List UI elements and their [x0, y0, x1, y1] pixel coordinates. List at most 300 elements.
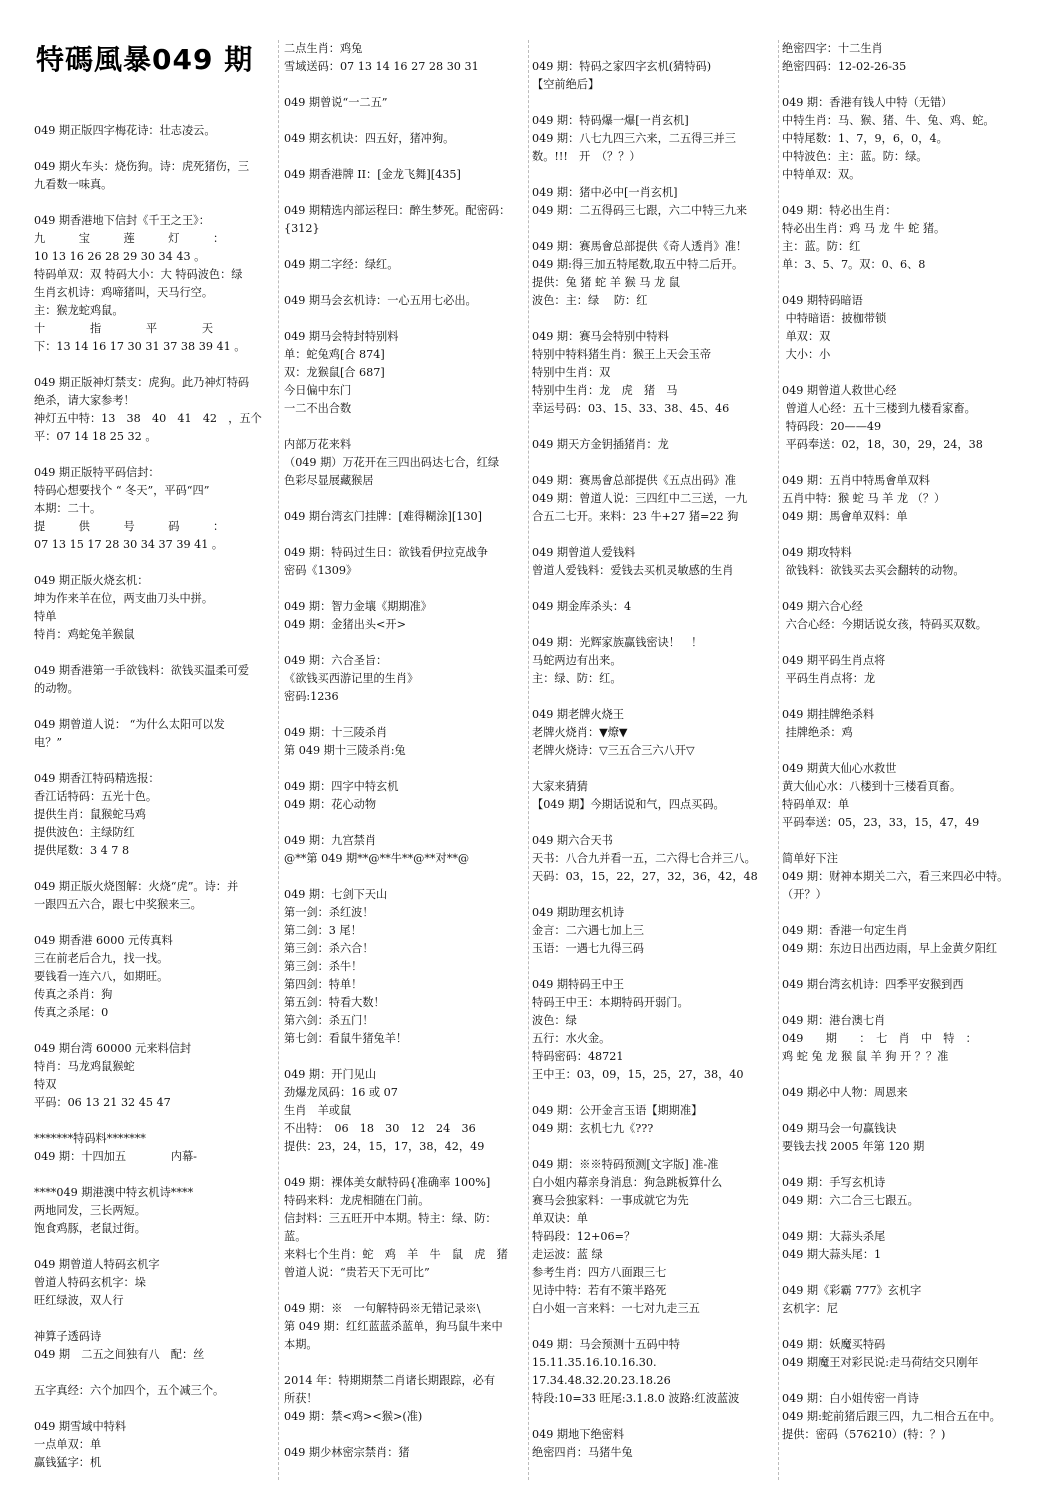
- text-line: 049 期：开门见山: [284, 1068, 377, 1081]
- text-line: 049 期：※※特码预测[文字版] 准-准: [532, 1158, 719, 1171]
- text-line: 049 期马会玄机诗：一心五用七必出。: [284, 294, 477, 307]
- text-line: 简单好下注: [782, 852, 838, 865]
- text-line: 特双: [34, 1078, 57, 1091]
- text-line: 049 期：特必出生肖：: [782, 204, 897, 217]
- text-line: 049 期：二五得码三七跟，六二中特三九来: [532, 204, 748, 217]
- text-line: 九看数一味真。: [34, 178, 113, 191]
- text-entry: [284, 166, 524, 184]
- text-entry: [532, 112, 776, 166]
- text-entry: [284, 508, 524, 526]
- text-entry: [284, 544, 524, 580]
- text-line: 六合心经：今期话说女孩，特码买双数。: [782, 618, 987, 631]
- text-entry: [34, 1040, 272, 1112]
- text-line: 九 宝 莲 灯 ：: [34, 232, 225, 245]
- text-line: 王中王：03，09，15，25，27，38，40: [532, 1068, 744, 1081]
- text-line: 合五二七开。来料：23 牛+27 猪=22 狗: [532, 510, 739, 523]
- text-line: 提供尾数：3 4 7 8: [34, 844, 130, 857]
- text-line: 特码心想要找个 “ 冬天”，平码“四”: [34, 484, 210, 497]
- text-line: 五字真经：六个加四个，五个减三个。: [34, 1384, 225, 1397]
- text-line: 黄大仙心水：八楼到十三楼看頁畜。: [782, 780, 962, 793]
- text-line: 049 期:蛇前猪后跟三四，九二相合五在中。: [782, 1410, 1001, 1423]
- text-line: 049 期正版神灯禁支：虎狗。此乃神灯特码: [34, 376, 250, 389]
- text-entry: [284, 1066, 524, 1156]
- text-line: 提供：23，24，15，17，38，42，49: [284, 1140, 485, 1153]
- text-entry: [782, 1012, 1030, 1066]
- text-line: 049 期：玄机七九《???: [532, 1122, 654, 1135]
- text-line: 特单: [34, 610, 57, 623]
- text-line: 中特尾数：1、7，9，6，0，4。: [782, 132, 948, 145]
- text-entry: [34, 1130, 272, 1166]
- text-line: 单：3、5、7。双：0、6、8: [782, 258, 926, 271]
- text-line: 曾道人说：“贵若天下无可比”: [284, 1266, 430, 1279]
- text-line: 绝密四肖：马猪牛兔: [532, 1446, 633, 1459]
- text-entry: [284, 652, 524, 706]
- column-3: [532, 0, 776, 1500]
- text-line: 生肖玄机诗：鸡啼猪叫，天马行空。: [34, 286, 214, 299]
- text-entry: [34, 1328, 272, 1364]
- text-line: 绝密四码：12-02-26-35: [782, 60, 907, 73]
- text-line: 提供：兔 猪 蛇 羊 猴 马 龙 鼠: [532, 276, 680, 289]
- text-line: 049 期：猪中必中[一肖玄机]: [532, 186, 678, 199]
- text-line: 049 期曾道人说： “为什么太阳可以发: [34, 718, 225, 731]
- text-entry: [532, 598, 776, 616]
- text-line: {312}: [284, 222, 320, 235]
- text-line: 049 期曾道人特码玄机字: [34, 1258, 160, 1271]
- text-entry: [532, 634, 776, 688]
- text-line: 见诗中特：若有不策半路死: [532, 1284, 667, 1297]
- text-line: 特肖：鸡蛇兔羊猴鼠: [34, 628, 135, 641]
- text-line: 049 期特码王中王: [532, 978, 625, 991]
- text-line: 049 期：香港有钱人中特（无错）: [782, 96, 953, 109]
- text-entry: [782, 382, 1030, 454]
- text-entry: [532, 436, 776, 454]
- text-line: 049 期:得三加五特尾数,取五中特二后开。: [532, 258, 744, 271]
- text-line: 神灯五中特：13 38 40 41 42 ，五个: [34, 412, 262, 425]
- text-line: 049 期：六二合三七跟五。: [782, 1194, 919, 1207]
- text-line: 049 期必中人物：周恩来: [782, 1086, 908, 1099]
- text-line: 玉语：一遇七九得三码: [532, 942, 644, 955]
- text-entry: [532, 238, 776, 310]
- text-entry: [284, 1444, 524, 1462]
- text-line: 特码单双：双 特码大小：大 特码波色：绿: [34, 268, 243, 281]
- text-line: 单：蛇兔鸡[合 874]: [284, 348, 385, 361]
- text-line: 049 期黄大仙心水救世: [782, 762, 897, 775]
- text-entry: [782, 1174, 1030, 1210]
- text-entry: [532, 1336, 776, 1408]
- text-line: 天书：八合九并看一五，二六得七合并三八。: [532, 852, 756, 865]
- text-entry: [782, 760, 1030, 832]
- text-line: 特别中生肖：龙 虎 猪 马: [532, 384, 678, 397]
- text-line: 一二不出合数: [284, 402, 352, 415]
- text-line: 曾道人爱钱料：爱钱去买机灵敏感的生肖: [532, 564, 734, 577]
- text-line: 049 期老牌火烧王: [532, 708, 625, 721]
- text-line: 提供：密码（576210）(特：？): [782, 1428, 946, 1441]
- text-line: （049 期）万花开在三四出码达七合，红绿: [284, 456, 500, 469]
- text-line: 主：蓝。防：红: [782, 240, 861, 253]
- text-line: 049 期：禁<鸡><猴>(准): [284, 1410, 423, 1423]
- text-line: 049 期 二五之间独有八 配：丝: [34, 1348, 205, 1361]
- text-line: 欲钱料：欲钱买去买会翻转的动物。: [782, 564, 965, 577]
- text-line: 色彩尽显展藏猴居: [284, 474, 374, 487]
- text-entry: [284, 832, 524, 868]
- text-line: 049 期：赛马会特别中特料: [532, 330, 669, 343]
- text-line: 提供波色：主绿防红: [34, 826, 135, 839]
- text-line: 049 期：馬會单双料：单: [782, 510, 908, 523]
- text-line: 049 期：曾道人说：三四红中二三送，一九: [532, 492, 748, 505]
- text-line: 049 期香江特码精选报：: [34, 772, 160, 785]
- text-line: ****049 期港澳中特玄机诗****: [34, 1186, 194, 1199]
- text-line: 曾道人心经：五十三楼到九楼看家畜。: [782, 402, 976, 415]
- text-line: 049 期正版特平码信封：: [34, 466, 160, 479]
- text-line: 劲爆龙凤码：16 或 07: [284, 1086, 398, 1099]
- text-line: 五肖中特：猴 蛇 马 羊 龙 （？）: [782, 492, 946, 505]
- text-line: 第六剑：杀五门！: [284, 1014, 374, 1027]
- text-entry: [782, 202, 1030, 274]
- text-line: 生肖 羊或鼠: [284, 1104, 352, 1117]
- text-line: 049 期：智力金壤《期期准》: [284, 600, 432, 613]
- text-line: 老牌火烧诗：▽三五合三六八开▽: [532, 744, 695, 757]
- text-entry: [34, 770, 272, 860]
- text-entry: [532, 832, 776, 886]
- text-line: 049 期：大蒜头杀尾: [782, 1230, 886, 1243]
- text-line: 要钱去找 2005 年第 120 期: [782, 1140, 925, 1153]
- text-line: 马蛇两边有出来。: [532, 654, 622, 667]
- text-line: 049 期：手写玄机诗: [782, 1176, 886, 1189]
- text-entry: [782, 40, 1030, 76]
- text-line: 049 期：十四加五 内幕-: [34, 1150, 197, 1163]
- text-line: 049 期 ： 七 肖 中 特 ：: [782, 1032, 977, 1045]
- text-line: 第五剑：特看大数！: [284, 996, 385, 1009]
- text-line: 049 期：赛馬會总部提供《奇人透肖》准！: [532, 240, 748, 253]
- text-line: 二点生肖：鸡兔: [284, 42, 363, 55]
- text-line: 老牌火烧肖：▼燎▼: [532, 726, 628, 739]
- column-2: [284, 0, 524, 1500]
- text-line: 第七剑：看鼠牛猪兔羊！: [284, 1032, 408, 1045]
- text-line: 平码奉送：05，23，33，15，47，49: [782, 816, 980, 829]
- text-line: 049 期香港 6000 元传真料: [34, 934, 173, 947]
- text-line: 049 期特码暗语: [782, 294, 863, 307]
- text-entry: [782, 706, 1030, 742]
- text-line: 挂牌绝杀：鸡: [782, 726, 853, 739]
- text-line: 049 期大蒜头尾：1: [782, 1248, 882, 1261]
- page-title: 特碼風暴049 期: [36, 43, 254, 76]
- text-entry: [782, 94, 1030, 184]
- text-line: 049 期：白小姐传密一肖诗: [782, 1392, 919, 1405]
- text-entry: [34, 716, 272, 752]
- text-entry: [782, 544, 1030, 580]
- text-line: 049 期正版火烧玄机：: [34, 574, 149, 587]
- text-entry: [532, 1156, 776, 1318]
- text-line: 049 期：妖魔买特码: [782, 1338, 886, 1351]
- text-line: 旺红绿波，双人行: [34, 1294, 124, 1307]
- text-line: 15.11.35.16.10.16.30.: [532, 1356, 657, 1369]
- text-line: 049 期马会一句赢钱诀: [782, 1122, 897, 1135]
- text-line: 特码王中王：本期特码开弱门。: [532, 996, 689, 1009]
- text-line: 第一剑：杀红波！: [284, 906, 374, 919]
- text-entry: [284, 328, 524, 418]
- text-entry: [532, 544, 776, 580]
- text-line: 049 期：花心动物: [284, 798, 377, 811]
- text-line: 不出特： 06 18 30 12 24 36: [284, 1122, 476, 1135]
- text-line: 第 049 期十三陵杀肖:兔: [284, 744, 406, 757]
- text-line: 特必出生肖：鸡 马 龙 牛 蛇 猪。: [782, 222, 946, 235]
- text-line: 第三剑：杀牛！: [284, 960, 363, 973]
- text-line: 来料七个生肖：蛇 鸡 羊 牛 鼠 虎 猪: [284, 1248, 508, 1261]
- text-line: 049 期曾说“一二五”: [284, 96, 388, 109]
- text-entry: [284, 202, 524, 238]
- text-line: 049 期六合天书: [532, 834, 613, 847]
- text-entry: [782, 1336, 1030, 1372]
- text-line: 参考生肖：四方八面跟三七: [532, 1266, 667, 1279]
- text-line: 第 049 期：红红蓝蓝杀蓝单，狗马鼠牛来中: [284, 1320, 503, 1333]
- text-line: 049 期：九宫禁肖: [284, 834, 377, 847]
- text-entry: [782, 292, 1030, 364]
- text-line: 049 期：※ 一句解特码※无错记录※\: [284, 1302, 481, 1315]
- text-line: 07 13 15 17 28 30 34 37 39 41 。: [34, 538, 224, 551]
- text-entry: [284, 598, 524, 634]
- text-line: 十 指 平 天: [34, 322, 214, 335]
- text-line: 曾道人特码玄机字：垛: [34, 1276, 146, 1289]
- text-line: 特码来料：龙虎相随在门前。: [284, 1194, 430, 1207]
- text-entry: [782, 472, 1030, 526]
- text-entry: [284, 886, 524, 1048]
- column-divider: [278, 40, 279, 1480]
- text-line: 049 期：十三陵杀肖: [284, 726, 388, 739]
- text-line: 下：13 14 16 17 30 31 37 38 39 41 。: [34, 340, 246, 353]
- text-line: 049 期台湾玄门挂牌：[难得糊涂][130]: [284, 510, 482, 523]
- text-entry: [532, 58, 776, 94]
- text-line: 049 期：七剑下天山: [284, 888, 388, 901]
- text-line: 鸡 蛇 兔 龙 猴 鼠 羊 狗 开 ？？准: [782, 1050, 949, 1063]
- text-entry: [34, 662, 272, 698]
- text-line: 049 期台湾玄机诗：四季平安猴到西: [782, 978, 964, 991]
- text-line: 内部万花来料: [284, 438, 352, 451]
- text-line: 天码：03，15，22，27，32，36，42，48: [532, 870, 758, 883]
- text-line: 特肖：马龙鸡鼠猴蛇: [34, 1060, 135, 1073]
- text-line: 大家来猜猜: [532, 780, 588, 793]
- text-entry: [34, 374, 272, 446]
- text-entry: [284, 778, 524, 814]
- text-line: 赢钱猛字：机: [34, 1456, 102, 1469]
- text-entry: [532, 778, 776, 814]
- text-line: 本期。: [284, 1338, 318, 1351]
- text-entry: [34, 572, 272, 644]
- text-line: 049 期：马会预测十五码中特: [532, 1338, 680, 1351]
- text-entry: [782, 1120, 1030, 1156]
- text-line: 饱食鸡豚，老鼠过街。: [34, 1222, 146, 1235]
- text-line: 所获！: [284, 1392, 318, 1405]
- text-line: 幸运号码：03、15、33、38、45、46: [532, 402, 730, 415]
- text-line: 特码段：12+06=？: [532, 1230, 636, 1243]
- text-entry: [34, 212, 272, 356]
- text-line: 中特波色：主：蓝。防：绿。: [782, 150, 928, 163]
- text-line: 049 期曾道人爱钱料: [532, 546, 636, 559]
- text-line: 传真之杀肖：狗: [34, 988, 113, 1001]
- text-line: 特码段：20——49: [782, 420, 882, 433]
- text-line: 平码奉送：02，18，30，29，24，38: [782, 438, 983, 451]
- text-line: 一点单双：单: [34, 1438, 102, 1451]
- text-line: 特别中生肖：双: [532, 366, 611, 379]
- text-line: 049 期平码生肖点将: [782, 654, 886, 667]
- text-line: 三在前老后合九，找一找。: [34, 952, 169, 965]
- text-line: 特别中特料猪生肖：猴王上天会玉帝: [532, 348, 712, 361]
- text-line: 17.34.48.32.20.23.18.26: [532, 1374, 671, 1387]
- text-entry: [284, 292, 524, 310]
- text-line: 049 期马会特封特别料: [284, 330, 399, 343]
- text-entry: [284, 1174, 524, 1282]
- text-line: 两地同发，三长两短。: [34, 1204, 146, 1217]
- text-line: （开？）: [782, 888, 827, 901]
- text-line: 第四剑：特单！: [284, 978, 363, 991]
- text-entry: [34, 158, 272, 194]
- text-line: 049 期火车头：烧伤狗。诗：虎死猪伤，三: [34, 160, 250, 173]
- text-entry: [34, 932, 272, 1022]
- text-line: 密码《1309》: [284, 564, 358, 577]
- text-line: 《欲钱买西游记里的生肖》: [284, 672, 419, 685]
- column-4: [782, 0, 1030, 1500]
- text-line: 单双：双: [782, 330, 831, 343]
- text-line: 主：绿、防：红。: [532, 672, 622, 685]
- text-line: 第二剑：3 尾！: [284, 924, 362, 937]
- text-entry: [34, 1256, 272, 1310]
- text-line: 049 期：特码爆一爆[一肖玄机]: [532, 114, 689, 127]
- text-entry: [782, 1390, 1030, 1444]
- text-entry: [782, 922, 1030, 958]
- text-line: 049 期正版四字梅花诗：壮志凌云。: [34, 124, 216, 137]
- text-entry: [34, 1382, 272, 1400]
- text-line: @**第 049 期**@**牛**@**对**@: [284, 852, 470, 865]
- text-entry: [34, 122, 272, 140]
- text-line: 本期：二十。: [34, 502, 102, 515]
- text-entry: [34, 1184, 272, 1238]
- text-entry: [782, 652, 1030, 688]
- text-entry: [782, 850, 1030, 904]
- text-line: 049 期魔王对彩民说:走马荷结交只刚年: [782, 1356, 979, 1369]
- text-line: *******特码料*******: [34, 1132, 146, 1145]
- text-line: 049 期地下绝密料: [532, 1428, 625, 1441]
- text-line: 走运波：蓝 绿: [532, 1248, 603, 1261]
- text-line: 平码生肖点将：龙: [782, 672, 876, 685]
- text-line: 049 期攻特料: [782, 546, 852, 559]
- text-entry: [284, 40, 524, 76]
- text-line: 白小姐一言来料：一七对九走三五: [532, 1302, 700, 1315]
- text-line: 单双诀：单: [532, 1212, 588, 1225]
- text-line: 雪域送码：07 13 14 16 27 28 30 31: [284, 60, 479, 73]
- text-line: 中特单双：双。: [782, 168, 861, 181]
- text-entry: [34, 878, 272, 914]
- text-line: 波色：绿: [532, 1014, 577, 1027]
- text-line: 10 13 16 26 28 29 30 34 43 。: [34, 250, 206, 263]
- text-line: 049 期：六合圣旨：: [284, 654, 388, 667]
- text-line: 传真之杀尾：0: [34, 1006, 109, 1019]
- text-line: 数。!!! 开 （？？）: [532, 150, 641, 163]
- text-line: 049 期金库杀头：4: [532, 600, 632, 613]
- text-line: 坤为作来羊在位，两支曲刀头中拼。: [34, 592, 214, 605]
- text-line: 双：龙猴鼠[合 687]: [284, 366, 385, 379]
- text-line: 049 期：光辉家族赢钱密诀！ ！: [532, 636, 703, 649]
- text-line: 049 期《彩霸 777》玄机字: [782, 1284, 922, 1297]
- text-line: 密码:1236: [284, 690, 339, 703]
- text-line: 白小姐内幕亲身消息：狗急跳板算什么: [532, 1176, 723, 1189]
- text-line: 蓝。: [284, 1230, 307, 1243]
- text-line: 第三剑：杀六合！: [284, 942, 374, 955]
- text-entry: [532, 1102, 776, 1138]
- text-line: 049 期：财神本期关二六，看三来四必中特。: [782, 870, 1009, 883]
- text-line: 特段:10=33 旺尾:3.1.8.0 波路:红波蓝波: [532, 1392, 740, 1405]
- text-entry: [284, 724, 524, 760]
- text-line: 049 期二字经：绿红。: [284, 258, 399, 271]
- text-line: 049 期少林密宗禁肖：猪: [284, 1446, 410, 1459]
- column-divider: [528, 40, 529, 1480]
- text-line: 玄机字：尼: [782, 1302, 838, 1315]
- text-line: 049 期天方金钥插猪肖：龙: [532, 438, 669, 451]
- text-line: 中特暗语：披枷带锁: [782, 312, 887, 325]
- text-line: 049 期：赛馬會总部提供《五点出码》准: [532, 474, 736, 487]
- text-line: 049 期台湾 60000 元来料信封: [34, 1042, 192, 1055]
- text-entry: [532, 1426, 776, 1462]
- text-entry: [532, 976, 776, 1084]
- text-line: 049 期香港牌 II：[金龙飞舞][435]: [284, 168, 461, 181]
- text-line: 五行：水火金。: [532, 1032, 611, 1045]
- text-line: 049 期：五肖中特馬會单双料: [782, 474, 930, 487]
- text-entry: [34, 464, 272, 554]
- text-entry: [532, 904, 776, 958]
- text-line: 平：07 14 18 25 32 。: [34, 430, 157, 443]
- text-line: 049 期：四字中特玄机: [284, 780, 399, 793]
- text-line: 2014 年：特期期禁二肖诸长期跟踪，必有: [284, 1374, 496, 1387]
- text-line: 049 期正版火烧图解：火烧“虎”。诗：并: [34, 880, 239, 893]
- text-line: 特码单双：单: [782, 798, 850, 811]
- text-entry: [284, 256, 524, 274]
- text-line: 049 期：香港一句定生肖: [782, 924, 908, 937]
- text-entry: [782, 976, 1030, 994]
- text-line: 主：猴龙蛇鸡鼠。: [34, 304, 124, 317]
- text-line: 波色：主：绿 防：红: [532, 294, 648, 307]
- column-1: [34, 0, 272, 1500]
- text-entry: [782, 1282, 1030, 1318]
- text-line: 绝杀，请大家参考！: [34, 394, 135, 407]
- text-line: 049 期雪域中特料: [34, 1420, 127, 1433]
- text-line: 绝密四字：十二生肖: [782, 42, 883, 55]
- text-line: 一跟四五六合，跟七中奖猴来三。: [34, 898, 202, 911]
- text-line: 赛马会独家料：一事成就它为先: [532, 1194, 689, 1207]
- text-line: 特码密码：48721: [532, 1050, 624, 1063]
- text-line: 提供生肖：鼠猴蛇马鸡: [34, 808, 146, 821]
- text-line: 提 供 号 码 ：: [34, 520, 225, 533]
- text-line: 中特生肖：马、猴、猪、牛、兔、鸡、蛇。: [782, 114, 995, 127]
- text-line: 香江话特码：五光十色。: [34, 790, 158, 803]
- column-divider: [778, 40, 779, 1480]
- text-line: 049 期曾道人救世心经: [782, 384, 897, 397]
- text-entry: [532, 328, 776, 418]
- text-line: 今日偏中东门: [284, 384, 352, 397]
- text-line: 049 期香港第一手欲钱料：欲钱买温柔可爱: [34, 664, 250, 677]
- text-entry: [284, 130, 524, 148]
- text-entry: [532, 472, 776, 526]
- text-line: 049 期精选内部运程曰：醉生梦死。配密码：: [284, 204, 511, 217]
- text-line: 049 期玄机诀：四五好，猪冲狗。: [284, 132, 455, 145]
- text-line: 049 期六合心经: [782, 600, 863, 613]
- text-line: 049 期：裸体美女献特码{准确率 100%]: [284, 1176, 491, 1189]
- text-line: 大小：小: [782, 348, 831, 361]
- text-entry: [782, 1084, 1030, 1102]
- text-line: 【049 期】今期话说和气，四点买码。: [532, 798, 725, 811]
- text-line: 的动物。: [34, 682, 79, 695]
- text-line: 049 期：八七九四三六来，二五得三并三: [532, 132, 736, 145]
- text-line: 049 期：特码之家四字玄机(猜特码): [532, 60, 712, 73]
- text-entry: [532, 184, 776, 220]
- text-line: 平码：06 13 21 32 45 47: [34, 1096, 171, 1109]
